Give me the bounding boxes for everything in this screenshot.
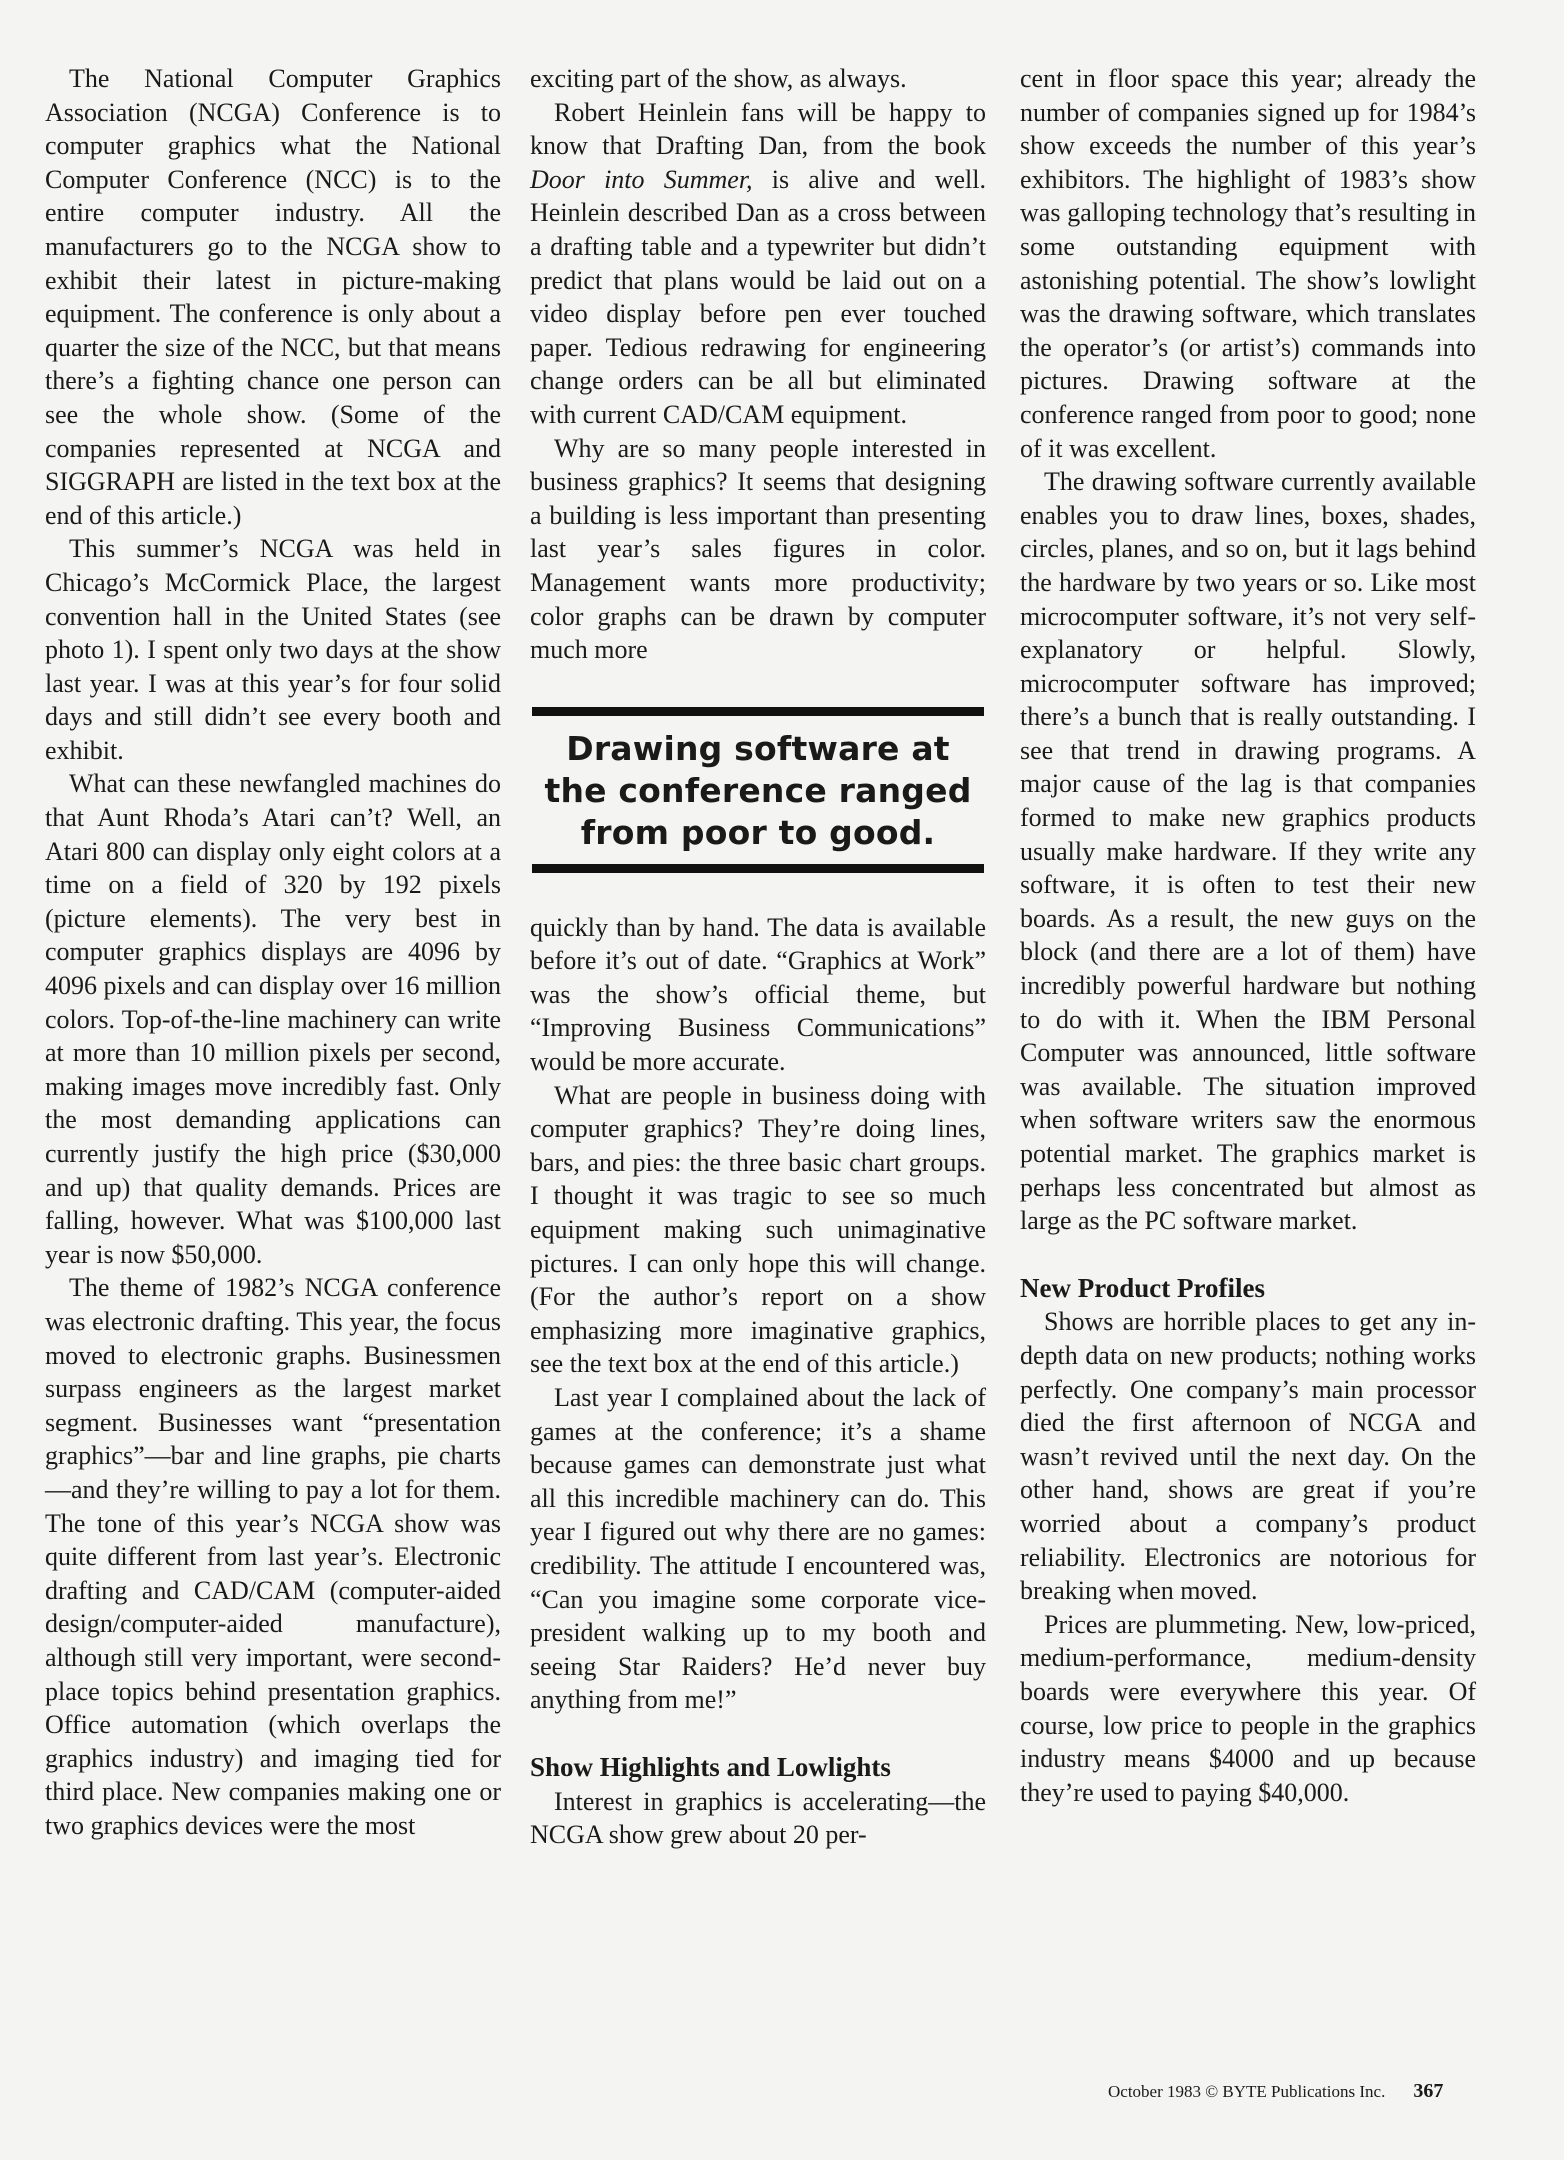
- pull-quote: [530, 707, 986, 873]
- paragraph: Interest in graphics is accelerating—the NCGA show grew about 20 per-: [530, 1786, 986, 1850]
- paragraph: What are people in business doing with computer graphics? They’re doing lines, bars, and pies: the three basic chart groups. I thought it was tragic to see so much equipment making such unimaginative pictures. I can only hope this will change. (For the author’s report on a show emphasizing more imaginative graphics, see the text box at the end of this article.): [530, 1080, 986, 1379]
- article-column-3: [1020, 62, 1476, 1809]
- section-heading: Show Highlights and Lowlights: [530, 1751, 891, 1782]
- book-title: Door into Summer,: [530, 164, 753, 194]
- paragraph: The National Computer Graphics Association (NCGA) Conference is to computer graphics what the National Computer Conference (NCC) is to the entire computer industry. All the manufacturers go to the NCGA show to exhibit their latest in picture-making equipment. The conference is only about a quarter the size of the NCC, but that means there’s a fighting chance one person can see the whole show. (Some of the companies represented at NCGA and SIGGRAPH are listed in the text box at the end of this article.): [45, 64, 501, 530]
- paragraph: This summer’s NCGA was held in Chicago’s McCormick Place, the largest convention hall in the United States (see photo 1). I spent only two days at the show last year. I was at this year’s for four solid days and still didn’t see every booth and exhibit.: [45, 534, 501, 765]
- paragraph-text: is alive and well. Heinlein described Dan as a cross between a drafting table and a typewriter but didn’t predict that plans would be laid out on a video display before pen ever touched paper. Tedious redrawing for engineering change orders can be all but eliminated with current CAD/CAM equipment.: [530, 164, 986, 429]
- paragraph: The theme of 1982’s NCGA conference was electronic drafting. This year, the focus moved to electronic graphs. Businessmen surpass engineers as the largest market segment. Businesses want “presentation graphics”—bar and line graphs, pie charts—and they’re willing to pay a lot for them. The tone of this year’s NCGA show was quite different from last year’s. Electronic drafting and CAD/CAM (computer-aided design/computer-aided manufacture), although still very important, were second-place topics behind presentation graphics. Office automation (which overlaps the graphics industry) and imaging tied for third place. New companies making one or two graphics devices were the most: [45, 1273, 501, 1840]
- paragraph-text: Robert Heinlein fans will be happy to know that Drafting Dan, from the book: [530, 97, 986, 161]
- pull-quote-line: from poor to good.: [580, 812, 936, 852]
- paragraph: [530, 96, 986, 432]
- paragraph: Prices are plummeting. New, low-priced, medium-performance, medium-density boards were everywhere this year. Of course, low price to people in the graphics industry means $4000 and up because they’re used to paying $40,000.: [1020, 1609, 1476, 1807]
- pull-quote-top-rule: [532, 707, 984, 716]
- paragraph: Shows are horrible places to get any in-depth data on new products; nothing works perfectly. One company’s main processor died the first afternoon of NCGA and wasn’t revived until the next day. On the other hand, shows are great if you’re worried about a company’s product reliability. Electronics are notorious for breaking when moved.: [1020, 1307, 1476, 1606]
- pull-quote-line: Drawing software at: [566, 728, 950, 768]
- footer-credit: October 1983 © BYTE Publications Inc.: [1108, 2082, 1386, 2101]
- pull-quote-line: the conference ranged: [544, 770, 972, 810]
- paragraph: Why are so many people interested in business graphics? It seems that designing a building is less important than presenting last year’s sales figures in color. Management wants more productivity; color graphs can be drawn by computer much more: [530, 433, 986, 665]
- paragraph: The drawing software currently available enables you to draw lines, boxes, shades, circles, planes, and so on, but it lags behind the hardware by two years or so. Like most microcomputer software, it’s not very self-explanatory or helpful. Slowly, microcomputer software has improved; there’s a bunch that is really outstanding. I see that trend in drawing programs. A major cause of the lag is that companies formed to make new graphics products usually make hardware. If they write any software, it is often to test their new boards. As a result, the new guys on the block (and there are a lot of them) have incredibly powerful hardware but nothing to do with it. When the IBM Personal Computer was announced, little software was available. The situation improved when software writers saw the enormous potential market. The graphics market is perhaps less concentrated but almost as large as the PC software market.: [1020, 467, 1476, 1236]
- page-footer: [1108, 2080, 1443, 2103]
- article-column-2: [530, 62, 986, 1852]
- paragraph: cent in floor space this year; already the number of companies signed up for 1984’s show exceeds the number of this year’s exhibitors. The highlight of 1983’s show was galloping technology that’s resulting in some outstanding equipment with astonishing potential. The show’s lowlight was the drawing software, which translates the operator’s (or artist’s) commands into pictures. Drawing software at the conference ranged from poor to good; none of it was excellent.: [1020, 64, 1476, 463]
- article-column-1: [45, 62, 501, 1842]
- section-heading: New Product Profiles: [1020, 1272, 1265, 1303]
- spacer: [1020, 1238, 1476, 1272]
- paragraph: Last year I complained about the lack of games at the conference; it’s a shame because games can demonstrate just what all this incredible machinery can do. This year I figured out why there are no games: credibility. The attitude I encountered was, “Can you imagine some corporate vice-president walking up to my booth and seeing Star Raiders? He’d never buy anything from me!”: [530, 1383, 986, 1715]
- paragraph: What can these newfangled machines do that Aunt Rhoda’s Atari can’t? Well, an Atari 800 can display only eight colors at a time on a field of 320 by 192 pixels (picture elements). The very best in computer graphics displays are 4096 by 4096 pixels and can display over 16 million colors. Top-of-the-line machinery can write at more than 10 million pixels per second, making images move incredibly fast. Only the most demanding applications can currently justify the high price ($30,000 and up) that quality demands. Prices are falling, however. What was $100,000 last year is now $50,000.: [45, 769, 501, 1269]
- pull-quote-bottom-rule: [532, 864, 984, 873]
- pull-quote-text: [530, 716, 986, 864]
- page-number: 367: [1413, 2080, 1444, 2102]
- paragraph: quickly than by hand. The data is available before it’s out of date. “Graphics at Work” was the show’s official theme, but “Improving Business Communications” would be more accurate.: [530, 912, 986, 1077]
- paragraph: exciting part of the show, as always.: [530, 64, 907, 93]
- spacer: [530, 1717, 986, 1751]
